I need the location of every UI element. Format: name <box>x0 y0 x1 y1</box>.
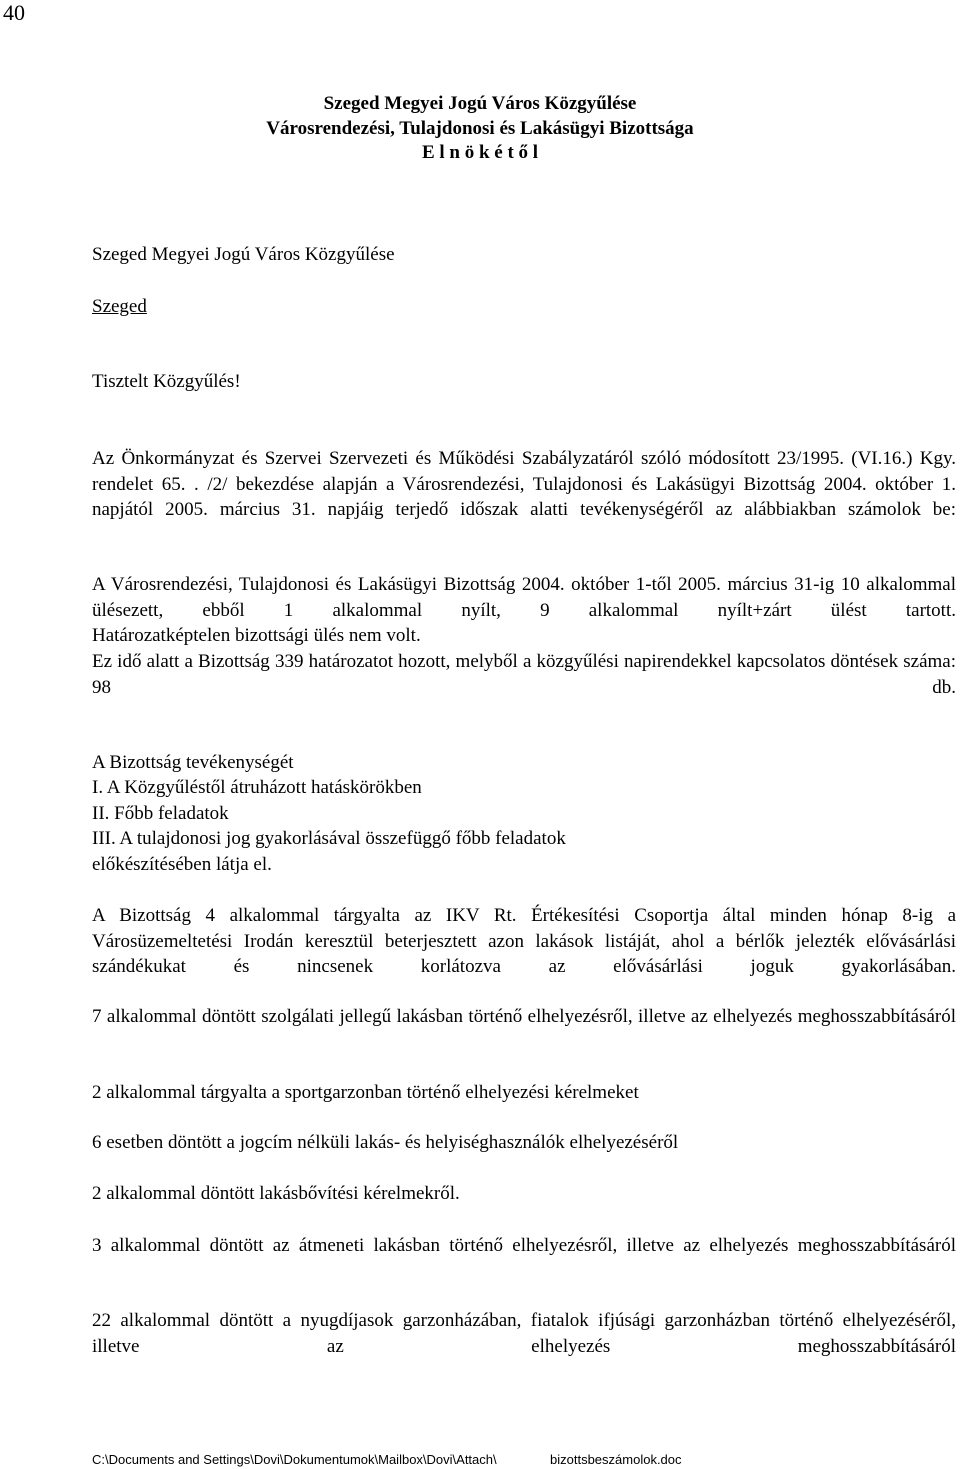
ikv-paragraph: A Bizottság 4 alkalommal tárgyalta az IKV Rt. Értékesítési Csoportja által minden hónap 8-ig a Városüzemeltetési Irodán keresztül beterjesztett azon lakások listáját, ahol a bérlők jelezték elővásárlási szándékukat és nincsenek korlátozva az elővásárlási joguk gyakorlásában. <box>92 905 956 977</box>
addressee-city: Szeged <box>92 296 147 317</box>
header-line-chair: E l n ö k é t ő l <box>421 142 539 163</box>
quorum-note: Határozatképtelen bizottsági ülés nem volt. <box>92 625 421 646</box>
header-line-committee: Városrendezési, Tulajdonosi és Lakásügyi Bizottsága <box>266 117 694 139</box>
sport-garzon-paragraph: 2 alkalommal tárgyalta a sportgarzonban történő elhelyezési kérelmeket <box>92 1082 639 1103</box>
document-header <box>0 92 960 166</box>
service-housing-paragraph: 7 alkalommal döntött szolgálati jellegű lakásban történő elhelyezésről, illetve az elhelyezés meghosszabbításáról <box>92 1006 956 1027</box>
intro-paragraph: Az Önkormányzat és Szervei Szervezeti és Működési Szabályzatáról szóló módosított 23/1995. (VI.16.) Kgy. rendelet 65. . /2/ bekezdése alapján a Városrendezési, Tulajdonosi és Lakásügyi Bizottság 2004. október 1. napjától 2005. március 31. napjáig terjedő időszak alatti tevékenységéről az alábbiakban számolok be: <box>92 448 956 520</box>
temporary-housing-paragraph: 3 alkalommal döntött az átmeneti lakásban történő elhelyezésről, illetve az elhelyezés meghosszabbításáról <box>92 1235 956 1256</box>
pensioners-housing-paragraph: 22 alkalommal döntött a nyugdíjasok garzonházában, fiatalok ifjúsági garzonházban történő elhelyezéséről, illetve az elhelyezés meghosszabbításáról <box>92 1310 956 1357</box>
unauthorized-users-paragraph: 6 esetben döntött a jogcím nélküli lakás- és helyiséghasználók elhelyezéséről <box>92 1132 679 1153</box>
footer-path: C:\Documents and Settings\Dovi\Dokumentumok\Mailbox\Dovi\Attach\ <box>92 1452 497 1467</box>
header-line-council: Szeged Megyei Jogú Város Közgyűlése <box>323 93 637 114</box>
resolutions-summary: Ez idő alatt a Bizottság 339 határozatot hozott, melyből a közgyűlési napirendekkel kapcsolatos döntések száma: 98 db. <box>92 651 956 698</box>
expansion-requests-paragraph: 2 alkalommal döntött lakásbővítési kérelmekről. <box>92 1183 460 1204</box>
activity-title: A Bizottság tevékenységét <box>92 752 294 773</box>
footer-filename: bizottsbeszámolok.doc <box>550 1452 682 1467</box>
activity-closing: előkészítésében látja el. <box>92 854 272 875</box>
activity-item-3: III. A tulajdonosi jog gyakorlásával összefüggő főbb feladatok <box>92 828 566 849</box>
sessions-summary: A Városrendezési, Tulajdonosi és Lakásügyi Bizottság 2004. október 1-től 2005. március 31-ig 10 alkalommal ülésezett, ebből 1 alkalommal nyílt, 9 alkalommal nyílt+zárt ülést tartott. <box>92 574 956 621</box>
page-number: 40 <box>3 0 25 25</box>
document-footer <box>92 1452 682 1467</box>
addressee-name: Szeged Megyei Jogú Város Közgyűlése <box>92 244 395 265</box>
salutation: Tisztelt Közgyűlés! <box>92 371 241 392</box>
activity-item-1: I. A Közgyűléstől átruházott hatáskörökben <box>92 777 422 798</box>
activity-item-2: II. Főbb feladatok <box>92 803 229 824</box>
